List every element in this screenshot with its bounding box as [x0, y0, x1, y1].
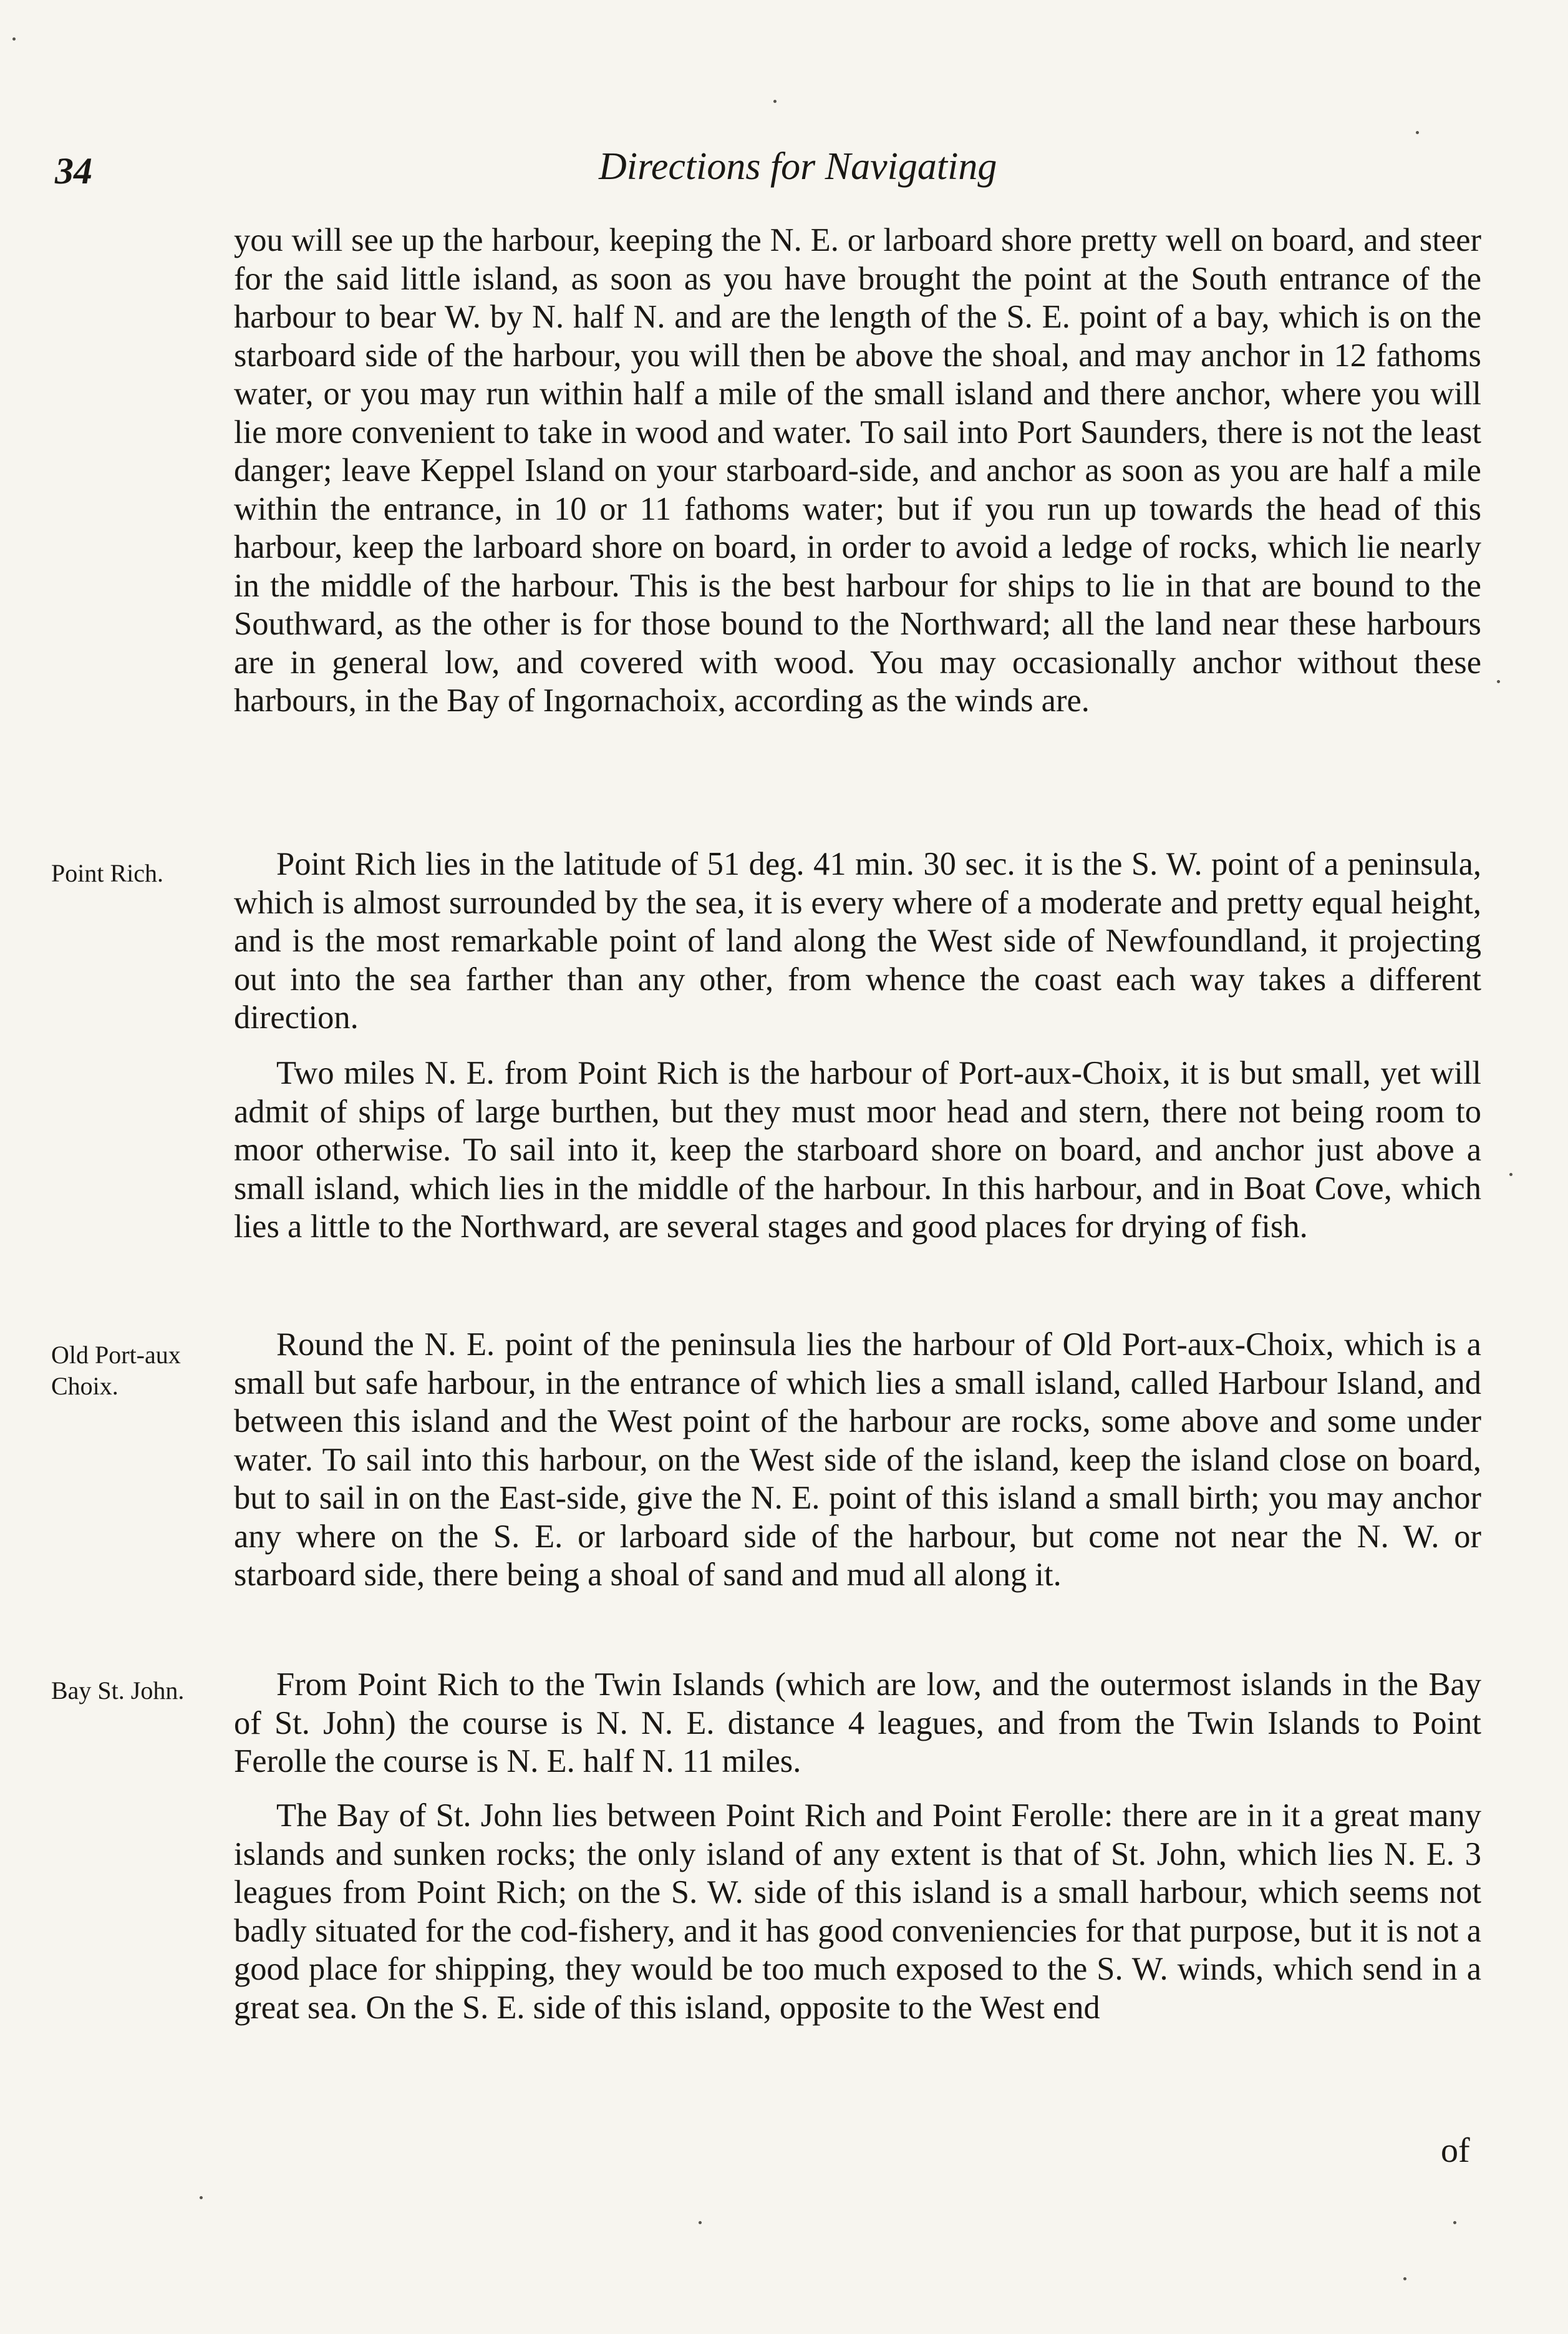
paper-speck: [1453, 2221, 1456, 2224]
paragraph-text: you will see up the harbour, keeping the N. E. or larboard shore pretty well on board, and steer for the said little island, as soon as you have brought the point at the South entrance of the harbour to bear W. by N. half N. and are the length of the S. E. point of a bay, which is on the starboard side of the harbour, you will then be above the shoal, and may anchor in 12 fathoms water, or you may run within half a mile of the small island and there anchor, where you will lie more convenient to take in wood and water. To sail into Port Saunders, there is not the least danger; leave Keppel Island on your starboard-side, and anchor as soon as you are half a mile within the entrance, in 10 or 11 fathoms water; but if you run up towards the head of this harbour, keep the larboard shore on board, in order to avoid a ledge of rocks, which lie nearly in the middle of the harbour. This is the best harbour for ships to lie in that are bound to the Southward, as the other is for those bound to the Northward; all the land near these harbours are in general low, and covered with wood. You may occasionally anchor without these harbours, in the Bay of Ingornachoix, according as the winds are.: [234, 222, 1481, 719]
paper-speck: [12, 37, 16, 41]
paragraph: [234, 845, 1481, 1038]
paper-speck: [200, 2196, 203, 2199]
running-title: Directions for Navigating: [599, 145, 997, 188]
margin-note-point-rich: Point Rich.: [51, 859, 164, 887]
paragraph: [234, 1797, 1481, 2027]
paragraph-text: Point Rich lies in the latitude of 51 deg. 41 min. 30 sec. it is the S. W. point of a peninsula, which is almost surrounded by the sea, it is every where of a moderate and pretty equal height, and is the most remarkable point of land along the West side of Newfoundland, it projecting out into the sea farther than any other, from whence the coast each way takes a different direction.: [234, 846, 1481, 1036]
paragraph-text: The Bay of St. John lies between Point Rich and Point Ferolle: there are in it a great many islands and sunken rocks; the only island of any extent is that of St. John, which lies N. E. 3 leagues from Point Rich; on the S. W. side of this island is a small harbour, which seems not badly situated for the cod-fishery, and it has good conveniencies for that purpose, but it is not a good place for shipping, they would be too much exposed to the S. W. winds, which send in a great sea. On the S. E. side of this island, opposite to the West end: [234, 1797, 1481, 2026]
paper-speck: [699, 2221, 702, 2224]
paragraph: [234, 221, 1481, 721]
paper-speck: [1497, 680, 1500, 683]
paper-speck: [773, 100, 777, 103]
paragraph: [234, 1666, 1481, 1781]
paper-speck: [1403, 2277, 1406, 2280]
catchword: of: [1441, 2131, 1470, 2170]
paper-speck: [1509, 1173, 1512, 1176]
paragraph-text: Round the N. E. point of the peninsula lies the harbour of Old Port-aux-Choix, which is a small but safe harbour, in the entrance of which lies a small island, called Harbour Island, and between this island and the West point of the harbour are rocks, some above and some under water. To sail into this harbour, on the West side of the island, keep the island close on board, but to sail in on the East-side, give the N. E. point of this island a small birth; you may anchor any where on the S. E. or larboard side of the harbour, but come not near the N. W. or starboard side, there being a shoal of sand and mud all along it.: [234, 1326, 1481, 1593]
paragraph-text: From Point Rich to the Twin Islands (which are low, and the outermost islands in the Bay of St. John) the course is N. N. E. distance 4 leagues, and from the Twin Islands to Point Ferolle the course is N. E. half N. 11 miles.: [234, 1666, 1481, 1779]
paragraph: [234, 1054, 1481, 1247]
paragraph: [234, 1326, 1481, 1595]
page-number: 34: [55, 150, 92, 192]
paragraph-text: Two miles N. E. from Point Rich is the harbour of Port-aux-Choix, it is but small, yet will admit of ships of large burthen, but they must moor head and stern, there not being room to moor otherwise. To sail into it, keep the starboard shore on board, and anchor just above a small island, which lies in the middle of the harbour. In this harbour, and in Boat Cove, which lies a little to the Northward, are several stages and good places for drying of fish.: [234, 1055, 1481, 1245]
paper-speck: [1416, 131, 1419, 134]
margin-note-bay-st-john: Bay St. John.: [51, 1676, 185, 1704]
margin-note-old-port-aux-choix: Old Port-aux Choix.: [51, 1341, 181, 1400]
